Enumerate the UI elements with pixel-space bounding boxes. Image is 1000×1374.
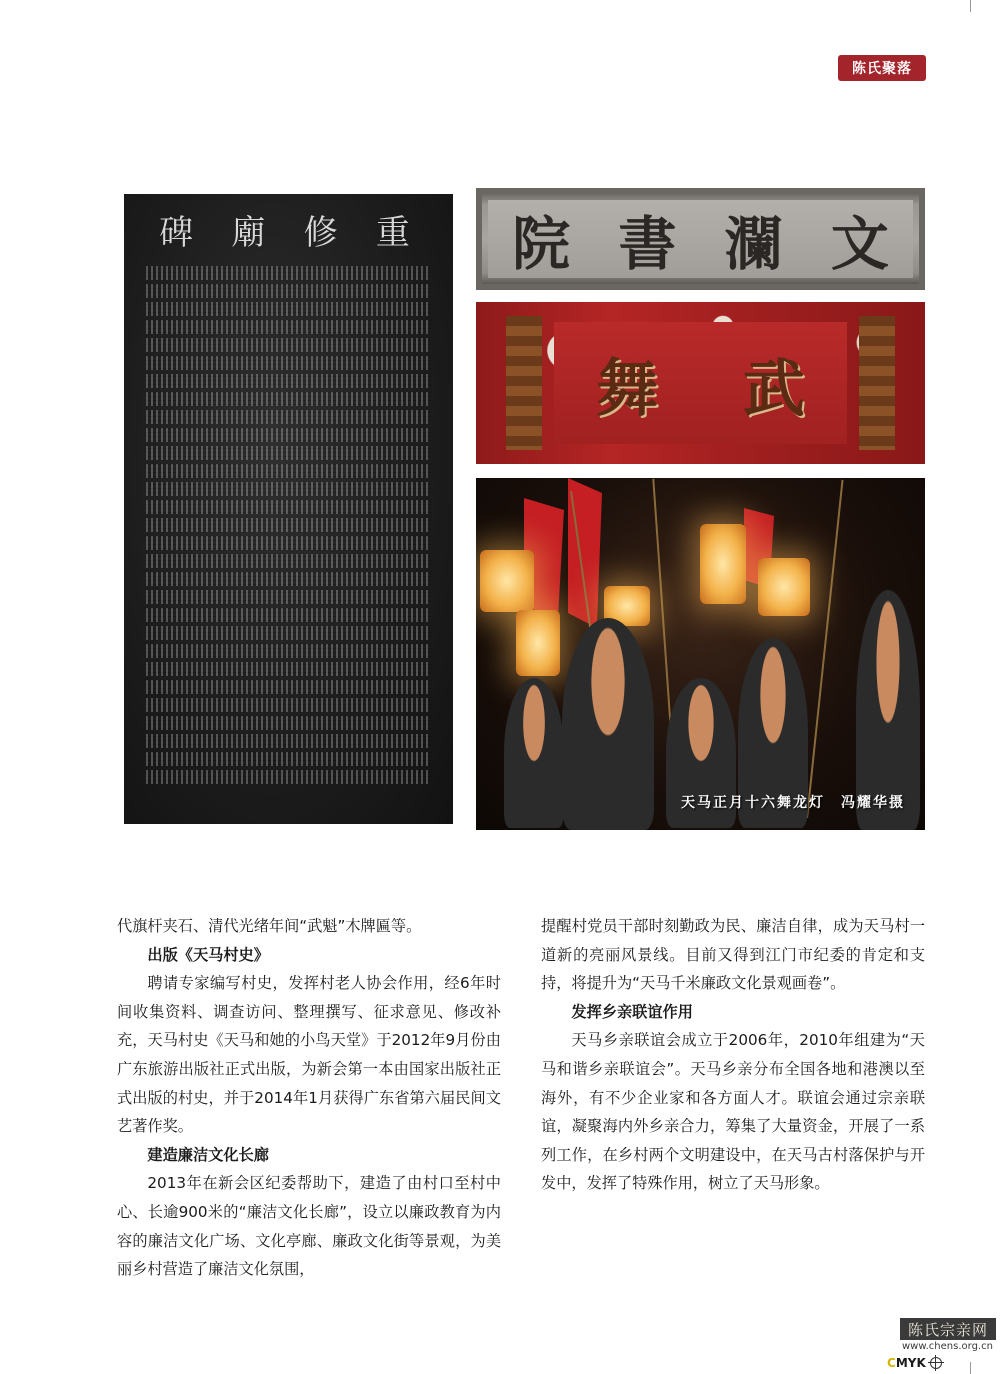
cmyk-rest: MYK — [895, 1356, 926, 1370]
plaque-char: 武 — [742, 351, 805, 425]
plaque-side-carving — [859, 316, 895, 450]
paragraph: 2013年在新会区纪委帮助下，建造了由村口至村中心、长逾900米的“廉洁文化长廊”，设立以廉政教育为内容的廉洁文化广场、文化亭廊、廉政文化街等景观，为美丽乡村营造了廉洁文化氛围， — [117, 1174, 501, 1279]
stele-title-char: 修 — [303, 212, 346, 253]
section-heading: 出版《天马村史》 — [147, 945, 269, 964]
dragon-lantern-photo — [476, 478, 925, 830]
lantern — [480, 550, 534, 612]
cmyk-mark — [887, 1356, 926, 1370]
site-url: www.chens.org.cn — [902, 1341, 993, 1352]
plaque-char: 文 — [830, 210, 889, 278]
section-tag: 陈氏聚落 — [838, 55, 926, 81]
section-heading: 发挥乡亲联谊作用 — [571, 1002, 693, 1021]
stele-title-char: 碑 — [159, 212, 202, 253]
wenlan-academy-plaque-image — [476, 188, 925, 290]
section-heading: 建造廉洁文化长廊 — [147, 1145, 269, 1164]
plaque-side-carving — [506, 316, 542, 450]
photo-caption: 天马正月十六舞龙灯 冯耀华摄 — [681, 795, 905, 811]
paragraph: 聘请专家编写村史，发挥村老人协会作用，经6年时间收集资料、调查访问、整理撰写、征求意见、修改补充，天马村史《天马和她的小鸟天堂》于2012年9月份由广东旅游出版社正式出版，为新会第一本由国家出版社正式出版的村史，并于2014年1月获得广东省第六届民间文艺著作奖。 — [117, 974, 501, 1136]
stele-title-char: 重 — [375, 212, 418, 253]
paragraph: 提醒村党员干部时刻勤政为民、廉洁自律，成为天马村一道新的亮丽风景线。目前又得到江门市纪委的肯定和支持，将提升为“天马千米廉政文化景观画卷”。 — [541, 917, 925, 993]
plaque-char: 舞 — [596, 351, 659, 425]
plaque-char: 瀾 — [724, 210, 783, 278]
plaque-char: 書 — [618, 210, 677, 278]
stele-title-char: 廟 — [231, 212, 274, 253]
villager-figure — [504, 678, 564, 828]
lantern-pole — [806, 480, 844, 818]
lantern — [516, 610, 560, 676]
plaque-char: 院 — [512, 210, 571, 278]
wukui-plaque-image — [476, 302, 925, 464]
stele-title — [124, 204, 453, 254]
site-brand-logo: 陈氏宗亲网 — [900, 1318, 996, 1340]
cmyk-c: C — [887, 1356, 896, 1370]
stele-rubbing-image — [124, 194, 453, 824]
stele-inscription-texture — [146, 264, 431, 784]
crop-mark — [970, 1362, 971, 1374]
article-left-column — [117, 912, 501, 1284]
paragraph: 代旗杆夹石、清代光绪年间“武魁”木牌匾等。 — [117, 917, 422, 935]
registration-mark-icon — [930, 1357, 942, 1369]
paragraph: 天马乡亲联谊会成立于2006年，2010年组建为“天马和谐乡亲联谊会”。天马乡亲分布全国各地和港澳以至海外，有不少企业家和各方面人才。联谊会通过宗亲联谊，凝聚海内外乡亲合力，筹集了大量资金，开展了一系列工作，在乡村两个文明建设中，在天马古村落保护与开发中，发挥了特殊作用，树立了天马形象。 — [541, 1031, 925, 1193]
lantern — [700, 524, 746, 604]
article-right-column — [541, 912, 925, 1198]
villager-figure — [562, 618, 654, 830]
crop-mark — [970, 0, 971, 12]
lantern — [758, 558, 810, 616]
